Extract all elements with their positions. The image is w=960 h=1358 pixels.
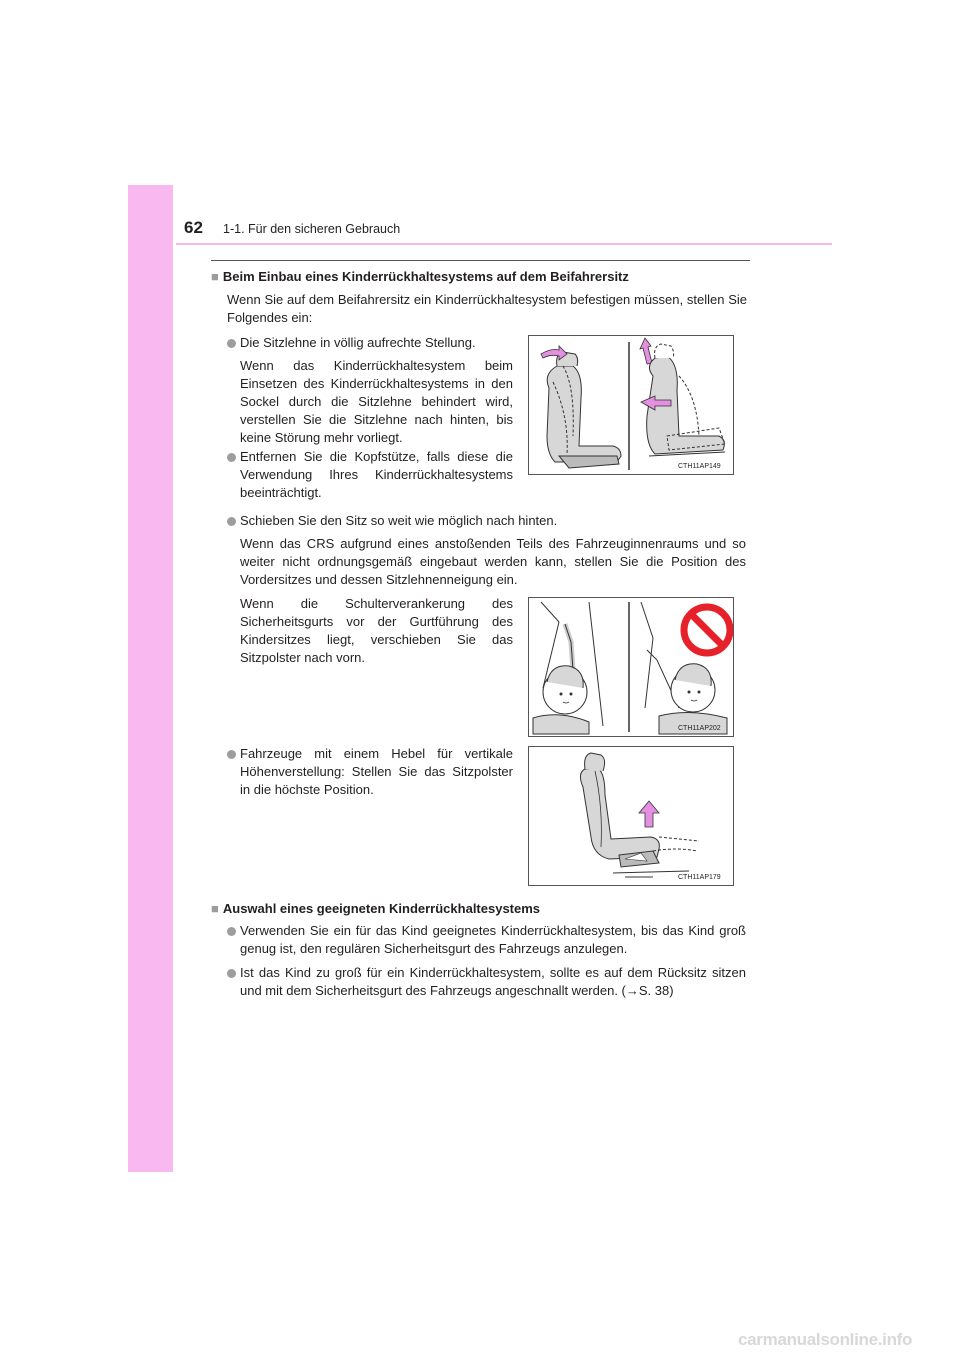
header-rule <box>176 243 832 245</box>
bullet-icon <box>227 339 236 348</box>
bullet-icon <box>227 750 236 759</box>
bullet-seat-back-detail: Wenn das CRS aufgrund eines anstoßenden Teils des Fahrzeuginnenraums und so weiter nicht ordnungsgemäß eingebaut werden kann, stellen Sie die Position des Vordersitzes und dessen Sitzlehnenneigung ein. <box>240 536 746 587</box>
bullet-seat-back: Schieben Sie den Sitz so weit wie möglich nach hinten. <box>240 513 558 528</box>
seat-illustration-3 <box>529 747 733 885</box>
child-seat-illustration <box>529 598 733 736</box>
section-heading-1: ■ Beim Einbau eines Kinderrückhaltesystems auf dem Beifahrersitz <box>211 269 629 284</box>
bullet-headrest: Entfernen Sie die Kopfstütze, falls diese die Verwendung Ihres Kinderrückhaltesystems beeinträchtigt. <box>240 449 513 500</box>
bullet-height-adjust: Fahrzeuge mit einem Hebel für vertikale Höhenverstellung: Stellen Sie das Sitzpolster in die höchste Position. <box>240 746 513 797</box>
section-heading-2: ■ Auswahl eines geeigneten Kinderrückhaltesystems <box>211 901 541 916</box>
bullet-seatback-detail: Wenn das Kinderrückhaltesystem beim Einsetzen des Kinderrückhaltesystems in den Sockel durch die Sitzlehne behindert wird, verstellen Sie die Sitzlehne nach hinten, bis keine Störung mehr vorliegt. <box>240 358 513 445</box>
chapter-sidebar <box>128 185 173 1172</box>
bullet-seatback-upright: Die Sitzlehne in völlig aufrechte Stellung. <box>240 335 476 350</box>
chapter-title: 1-1. Für den sicheren Gebrauch <box>223 222 401 236</box>
bullet-seat-back-detail2: Wenn die Schulterverankerung des Sicherheitsgurts vor der Gurtführung des Kindersitzes liegt, verschieben Sie das Sitzpolster nach vorn. <box>240 596 513 665</box>
watermark: carmanualsonline.info <box>738 1330 913 1349</box>
bullet-icon <box>227 969 236 978</box>
bullet-icon <box>227 453 236 462</box>
square-bullet-icon: ■ <box>211 269 219 284</box>
figure-code: CTH11AP149 <box>678 463 721 470</box>
bullet-icon <box>227 517 236 526</box>
bullet-rear-seat: Ist das Kind zu groß für ein Kinderrückhaltesystem, sollte es auf dem Rücksitz sitzen und mit dem Sicherheitsgurt des Fahrzeugs angeschnallt werden. (→S. 38) <box>240 965 746 998</box>
seat-illustration-1 <box>529 336 733 474</box>
section-rule <box>211 260 750 261</box>
page-number: 62 <box>184 218 203 237</box>
figure-belt-anchor <box>528 597 734 737</box>
figure-seatback-headrest <box>528 335 734 475</box>
square-bullet-icon: ■ <box>211 901 219 916</box>
bullet-icon <box>227 927 236 936</box>
section1-intro: Wenn Sie auf dem Beifahrersitz ein Kinderrückhaltesystem befestigen müssen, stellen Sie Folgendes ein: <box>227 292 747 325</box>
figure-code: CTH11AP202 <box>678 725 721 732</box>
bullet-suitable-crs: Verwenden Sie ein für das Kind geeignetes Kinderrückhaltesystem, bis das Kind groß genug ist, den regulären Sicherheitsgurt des Fahrzeugs anzulegen. <box>240 923 746 956</box>
figure-code: CTH11AP179 <box>678 874 721 881</box>
figure-height-adjust <box>528 746 734 886</box>
